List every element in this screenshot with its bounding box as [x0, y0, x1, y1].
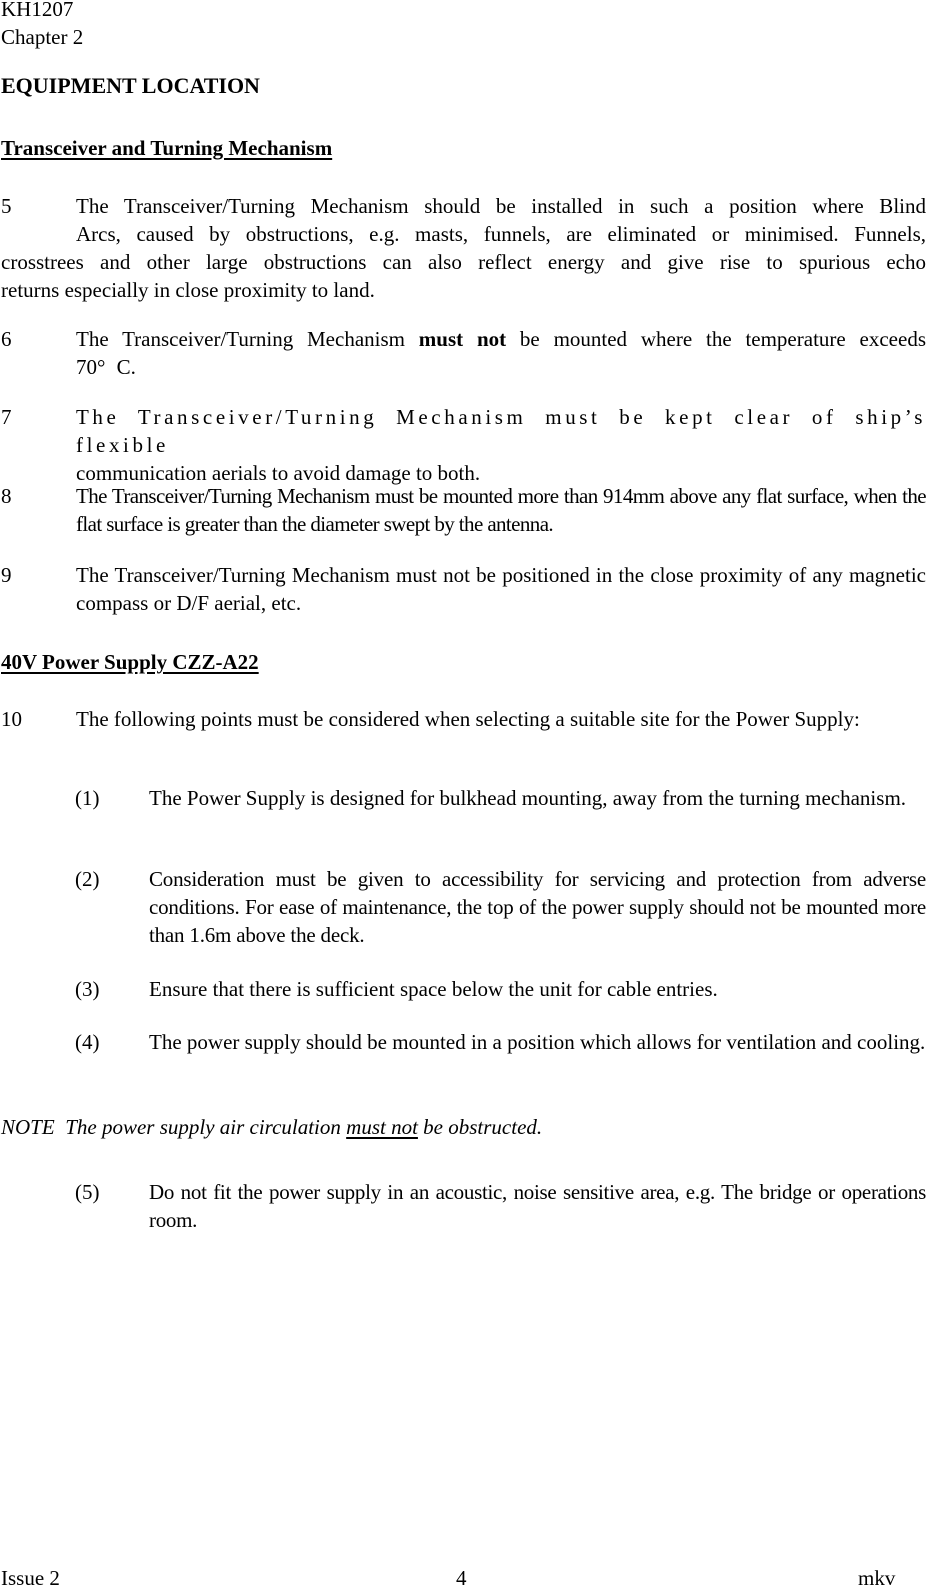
page-number: 4: [456, 1566, 467, 1590]
paragraph-7: [1, 403, 926, 487]
paragraph-text: The following points must be considered when selecting a suitable site for the Power Supply:: [76, 707, 860, 731]
section-heading-transceiver: Transceiver and Turning Mechanism: [1, 136, 333, 160]
document-id: KH1207: [1, 0, 74, 21]
note-text-run: The power supply air circulation: [65, 1115, 347, 1139]
list-item-text: Ensure that there is sufficient space below the unit for cable entries.: [149, 977, 718, 1001]
list-item: [1, 1028, 926, 1056]
list-item: [1, 865, 926, 949]
footer-issue: Issue 2: [1, 1566, 60, 1590]
paragraph-number: 5: [1, 194, 12, 218]
paragraph-8: [1, 482, 926, 538]
list-item-number: (3): [75, 977, 100, 1001]
list-item-text: Do not fit the power supply in an acoustic, noise sensitive area, e.g. The bridge or operations room.: [149, 1180, 926, 1232]
note-text-run: be obstructed.: [417, 1115, 543, 1139]
paragraph-5: [1, 192, 926, 304]
list-item: [1, 784, 926, 812]
list-item-text: The power supply should be mounted in a position which allows for ventilation and cooling.: [149, 1030, 926, 1054]
note-emphasis-must-not: must not: [346, 1115, 418, 1139]
note-label: NOTE: [1, 1115, 55, 1139]
text-run: The Transceiver/Turning Mechanism: [76, 327, 419, 351]
text-run: be mounted where the temperature exceeds 70° C.: [76, 327, 926, 379]
list-item-text: The Power Supply is designed for bulkhead mounting, away from the turning mechanism.: [149, 786, 907, 810]
paragraph-text: [76, 325, 926, 381]
paragraph-number: 10: [1, 707, 22, 731]
paragraph-6: [1, 325, 926, 381]
paragraph-text: The Transceiver/Turning Mechanism must not be positioned in the close proximity of any magnetic compass or D/F aerial, etc.: [76, 563, 926, 615]
list-item-number: (5): [75, 1180, 100, 1204]
list-item-number: (1): [75, 786, 100, 810]
list-item-number: (2): [75, 867, 100, 891]
paragraph-line: Arcs, caused by obstructions, e.g. masts, funnels, are eliminated or minimised. Funnels,: [76, 222, 926, 246]
paragraph-number: 6: [1, 327, 12, 351]
paragraph-number: 9: [1, 563, 12, 587]
paragraph-number: 7: [1, 405, 12, 429]
note: [1, 1113, 542, 1141]
paragraph-text: The Transceiver/Turning Mechanism must be mounted more than 914mm above any flat surface, when the flat surface is greater than the diameter swept by the antenna.: [76, 484, 926, 536]
list-item: [1, 1178, 926, 1234]
section-heading-power-supply: 40V Power Supply CZZ-A22: [1, 650, 259, 674]
paragraph-line: returns especially in close proximity to land.: [1, 278, 375, 302]
list-item-number: (4): [75, 1030, 100, 1054]
paragraph-9: [1, 561, 926, 617]
paragraph-line: crosstrees and other large obstructions can also reflect energy and give rise to spurious echo: [1, 250, 926, 274]
emphasis-must-not: must not: [418, 327, 507, 351]
paragraph-line: communication aerials to avoid damage to both.: [76, 461, 481, 485]
list-item: [1, 975, 926, 1003]
paragraph-line: The Transceiver/Turning Mechanism must be kept clear of ship’s flexible: [76, 405, 926, 457]
page-title: EQUIPMENT LOCATION: [1, 73, 260, 98]
footer-initials: mkv: [858, 1566, 896, 1590]
paragraph-10: [1, 705, 926, 733]
chapter-label: Chapter 2: [1, 25, 84, 49]
list-item-text: Consideration must be given to accessibility for servicing and protection from adverse conditions. For ease of maintenance, the top of the power supply should not be mounted more than 1.6m above the deck.: [149, 867, 926, 947]
paragraph-number: 8: [1, 484, 12, 508]
paragraph-line: The Transceiver/Turning Mechanism should be installed in such a position where Blind: [76, 194, 926, 218]
